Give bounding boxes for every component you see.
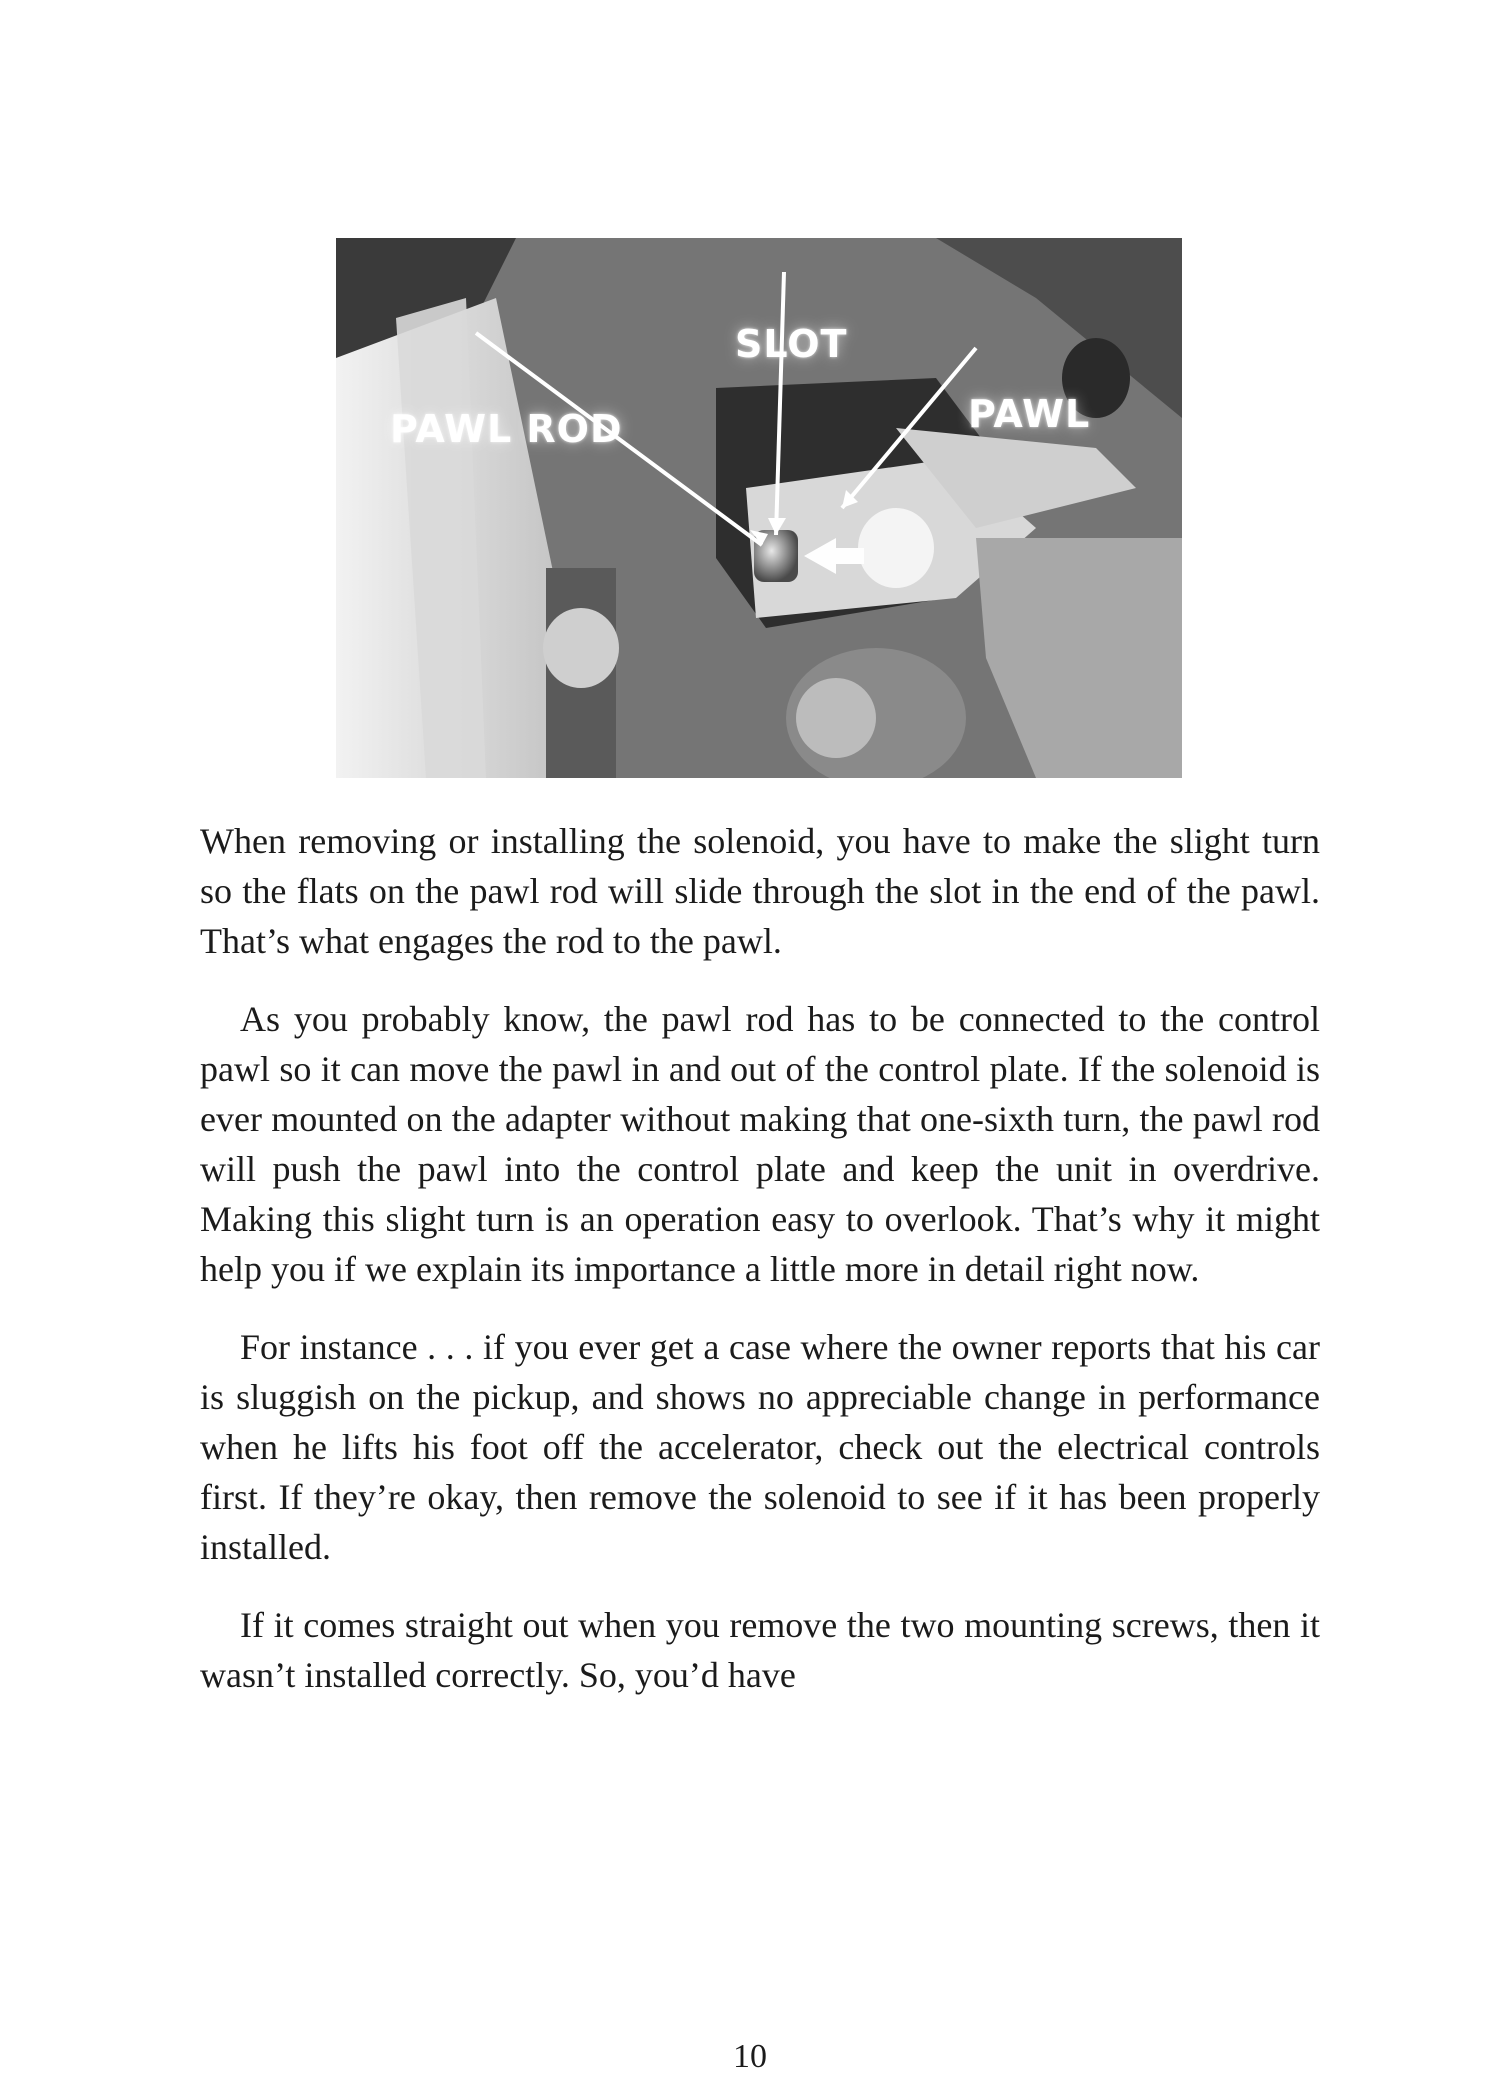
- paragraph: If it comes straight out when you remove the two mounting screws, then it wasn’t installed correctly. So, you’d have: [200, 1605, 1320, 1695]
- body-text: [200, 816, 1320, 1728]
- page-number: 10: [733, 2038, 767, 2075]
- paragraph: As you probably know, the pawl rod has to be connected to the control pawl so it can move the pawl in and out of the control plate. If the solenoid is ever mounted on the adapter without making that one-sixth turn, the pawl rod will push the pawl into the control plate and keep the unit in overdrive. Making this slight turn is an operation easy to overlook. That’s why it might help you if we explain its importance a little more in detail right now.: [200, 999, 1320, 1289]
- paragraph: When removing or installing the solenoid, you have to make the slight turn so the flats on the pawl rod will slide through the slot in the end of the pawl. That’s what engages the rod to the pawl.: [200, 821, 1320, 961]
- photo-illustration: [336, 238, 1182, 778]
- paragraph: For instance . . . if you ever get a case where the owner reports that his car is sluggish on the pickup, and shows no appreciable change in performance when he lifts his foot off the accelerator, check out the electrical controls first. If they’re okay, then remove the solenoid to see if it has been properly installed.: [200, 1327, 1320, 1567]
- pawl-label: PAWL: [968, 392, 1091, 436]
- pawl-rod-photo: [336, 238, 1182, 778]
- slot-label: SLOT: [735, 322, 848, 366]
- pawl-rod-label: PAWL ROD: [390, 407, 623, 451]
